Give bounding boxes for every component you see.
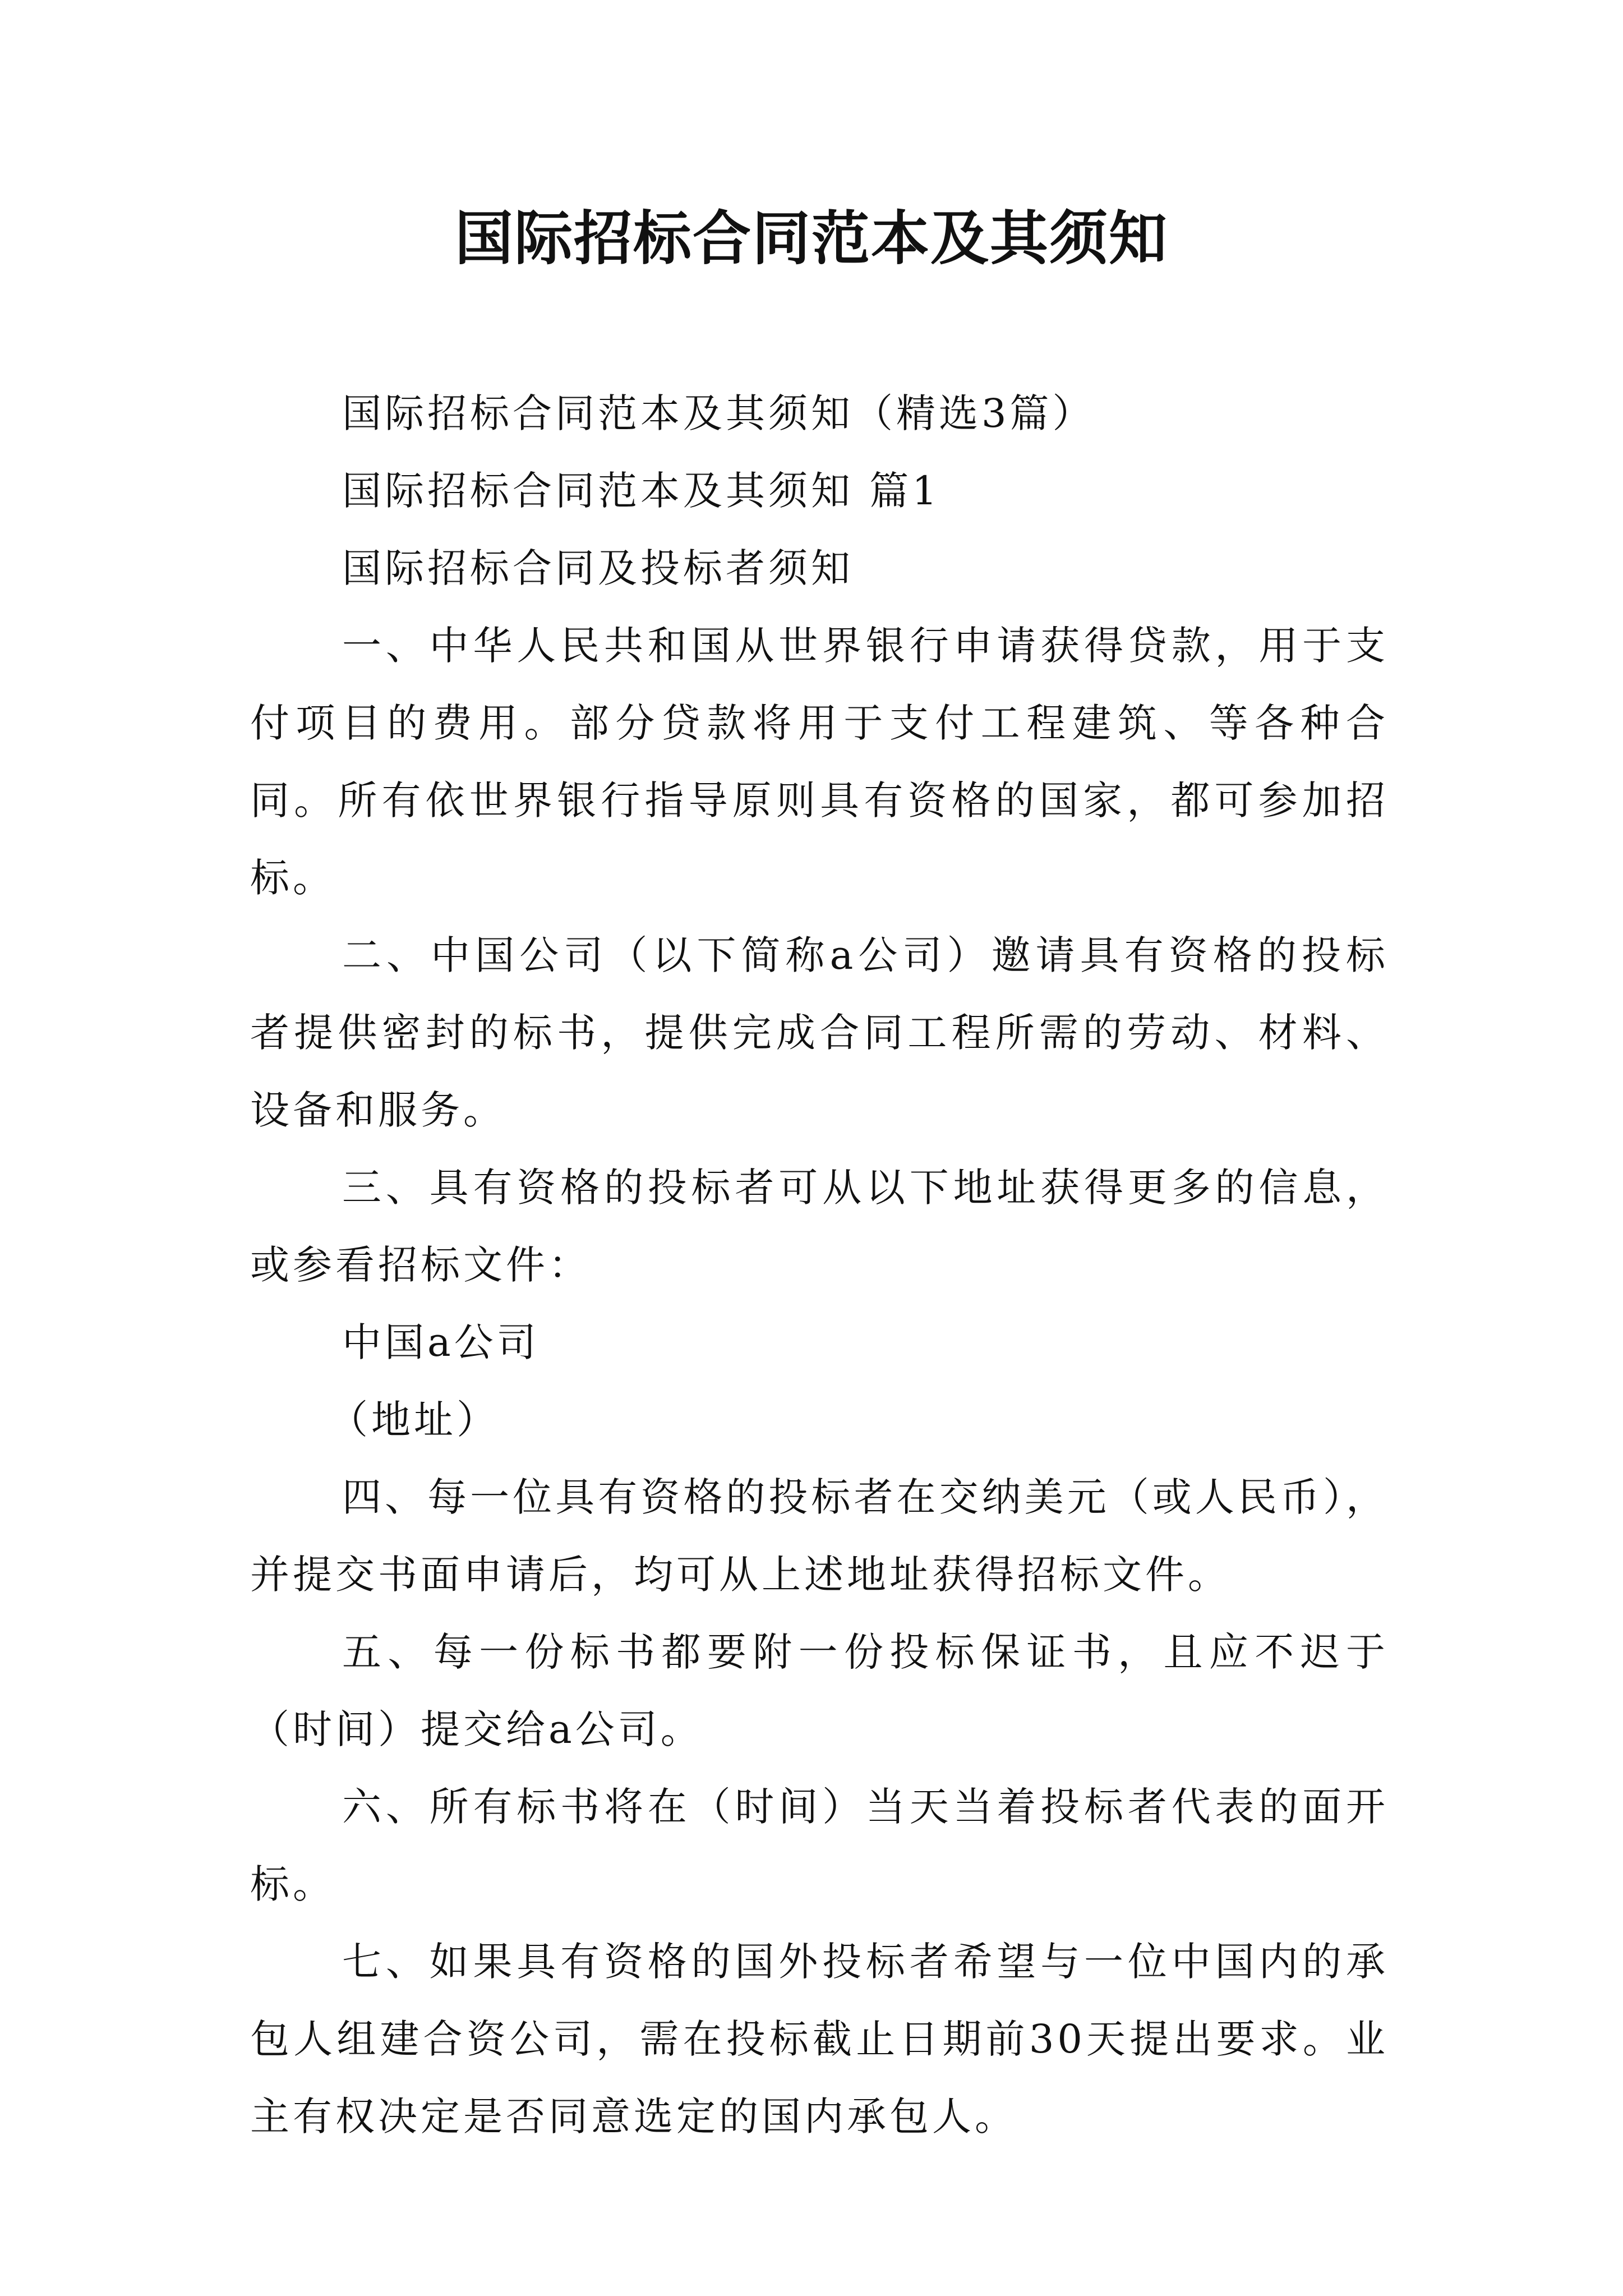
- subheading: 国际招标合同及投标者须知: [342, 545, 854, 591]
- section-heading: 国际招标合同范本及其须知 篇1: [342, 468, 940, 514]
- document-title: 国际招标合同范本及其须知: [454, 204, 1168, 273]
- paragraph-5: 五、每一份标书都要附一份投标保证书，且应不迟于（时间）提交给a公司。: [250, 1629, 1389, 1752]
- address-placeholder: （地址）: [329, 1397, 499, 1443]
- paragraph-1: 一、中华人民共和国从世界银行申请获得贷款，用于支付项目的费用。部分贷款将用于支付工程建筑、等各种合同。所有依世界银行指导原则具有资格的国家，都可参加招标。: [250, 623, 1389, 901]
- paragraph-3: 三、具有资格的投标者可从以下地址获得更多的信息，或参看招标文件：: [250, 1165, 1389, 1288]
- document-body: [250, 375, 1389, 2155]
- company-name: 中国a公司: [342, 1319, 540, 1365]
- paragraph-2: 二、中国公司（以下简称a公司）邀请具有资格的投标者提供密封的标书，提供完成合同工程所需的劳动、材料、设备和服务。: [250, 932, 1389, 1133]
- paragraph-7: 七、如果具有资格的国外投标者希望与一位中国内的承包人组建合资公司，需在投标截止日期前30天提出要求。业主有权决定是否同意选定的国内承包人。: [250, 1939, 1389, 2139]
- paragraph-4: 四、每一位具有资格的投标者在交纳美元（或人民币），并提交书面申请后，均可从上述地址获得招标文件。: [250, 1474, 1389, 1598]
- subtitle-selection: 国际招标合同范本及其须知（精选3篇）: [342, 390, 1095, 436]
- paragraph-6: 六、所有标书将在（时间）当天当着投标者代表的面开标。: [250, 1784, 1389, 1907]
